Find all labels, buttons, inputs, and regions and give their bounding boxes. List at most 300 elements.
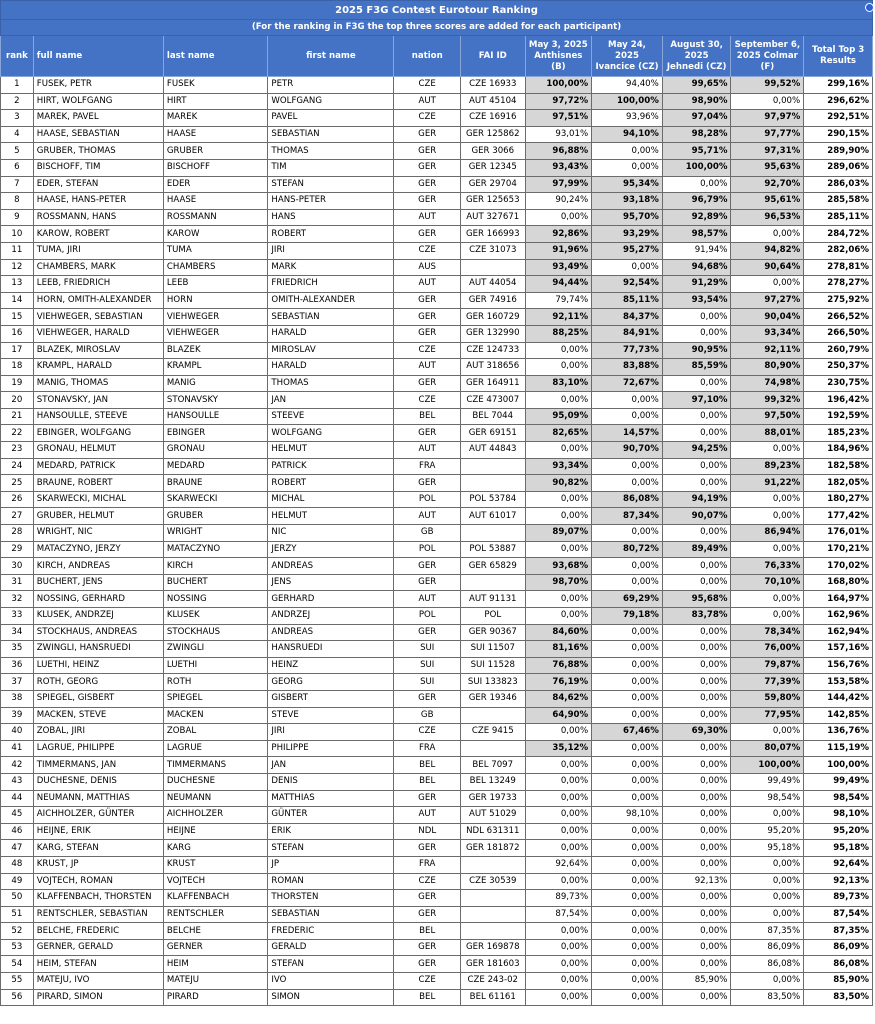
nation-cell[interactable]: GER	[394, 475, 461, 492]
score-cell[interactable]: 74,98%	[731, 375, 804, 392]
header-last-name[interactable]: last name	[163, 36, 268, 77]
score-cell[interactable]: 79,18%	[592, 608, 663, 625]
rank-cell[interactable]: 22	[1, 425, 34, 442]
last-name-cell[interactable]: BUCHERT	[163, 574, 268, 591]
first-name-cell[interactable]: ANDREAS	[268, 558, 394, 575]
score-cell[interactable]: 98,90%	[662, 93, 731, 110]
score-cell[interactable]: 0,00%	[731, 890, 804, 907]
score-cell[interactable]: 0,00%	[525, 608, 592, 625]
score-cell[interactable]: 93,49%	[525, 259, 592, 276]
first-name-cell[interactable]: THOMAS	[268, 143, 394, 160]
score-cell[interactable]: 0,00%	[592, 574, 663, 591]
fai-id-cell[interactable]: CZE 31073	[461, 242, 526, 259]
last-name-cell[interactable]: MANIG	[163, 375, 268, 392]
total-cell[interactable]: 87,35%	[804, 923, 873, 940]
fai-id-cell[interactable]: POL 53887	[461, 541, 526, 558]
total-cell[interactable]: 85,90%	[804, 973, 873, 990]
first-name-cell[interactable]: STEVE	[268, 707, 394, 724]
score-cell[interactable]: 100,00%	[525, 77, 592, 94]
full-name-cell[interactable]: HORN, OMITH-ALEXANDER	[33, 292, 163, 309]
first-name-cell[interactable]: HELMUT	[268, 442, 394, 459]
rank-cell[interactable]: 55	[1, 973, 34, 990]
score-cell[interactable]: 87,34%	[592, 508, 663, 525]
last-name-cell[interactable]: HIRT	[163, 93, 268, 110]
score-cell[interactable]: 0,00%	[662, 757, 731, 774]
full-name-cell[interactable]: PIRARD, SIMON	[33, 989, 163, 1006]
score-cell[interactable]: 0,00%	[592, 740, 663, 757]
last-name-cell[interactable]: KRUST	[163, 856, 268, 873]
score-cell[interactable]: 83,50%	[731, 989, 804, 1006]
full-name-cell[interactable]: VOJTECH, ROMAN	[33, 873, 163, 890]
score-cell[interactable]: 83,10%	[525, 375, 592, 392]
first-name-cell[interactable]: MICHAL	[268, 491, 394, 508]
last-name-cell[interactable]: NEUMANN	[163, 790, 268, 807]
rank-cell[interactable]: 15	[1, 309, 34, 326]
full-name-cell[interactable]: KIRCH, ANDREAS	[33, 558, 163, 575]
fai-id-cell[interactable]: GER 164911	[461, 375, 526, 392]
last-name-cell[interactable]: GRUBER	[163, 143, 268, 160]
score-cell[interactable]: 94,19%	[662, 491, 731, 508]
fai-id-cell[interactable]: GER 12345	[461, 159, 526, 176]
rank-cell[interactable]: 40	[1, 724, 34, 741]
score-cell[interactable]: 99,52%	[731, 77, 804, 94]
full-name-cell[interactable]: VIEHWEGER, HARALD	[33, 325, 163, 342]
last-name-cell[interactable]: BRAUNE	[163, 475, 268, 492]
fai-id-cell[interactable]: GER 181603	[461, 956, 526, 973]
last-name-cell[interactable]: KLUSEK	[163, 608, 268, 625]
score-cell[interactable]: 0,00%	[592, 757, 663, 774]
first-name-cell[interactable]: JAN	[268, 392, 394, 409]
full-name-cell[interactable]: NOSSING, GERHARD	[33, 591, 163, 608]
full-name-cell[interactable]: KRUST, JP	[33, 856, 163, 873]
fai-id-cell[interactable]: CZE 243-02	[461, 973, 526, 990]
total-cell[interactable]: 95,20%	[804, 823, 873, 840]
first-name-cell[interactable]: MATTHIAS	[268, 790, 394, 807]
score-cell[interactable]: 94,25%	[662, 442, 731, 459]
rank-cell[interactable]: 26	[1, 491, 34, 508]
fai-id-cell[interactable]: GER 19346	[461, 690, 526, 707]
score-cell[interactable]: 0,00%	[662, 458, 731, 475]
last-name-cell[interactable]: FUSEK	[163, 77, 268, 94]
header-contest-colmar[interactable]: September 6, 2025 Colmar (F)	[731, 36, 804, 77]
score-cell[interactable]: 96,88%	[525, 143, 592, 160]
score-cell[interactable]: 86,08%	[592, 491, 663, 508]
first-name-cell[interactable]: JP	[268, 856, 394, 873]
full-name-cell[interactable]: DUCHESNE, DENIS	[33, 773, 163, 790]
score-cell[interactable]: 92,89%	[662, 209, 731, 226]
rank-cell[interactable]: 14	[1, 292, 34, 309]
rank-cell[interactable]: 25	[1, 475, 34, 492]
fai-id-cell[interactable]: GER 125653	[461, 193, 526, 210]
rank-cell[interactable]: 36	[1, 657, 34, 674]
score-cell[interactable]: 76,19%	[525, 674, 592, 691]
last-name-cell[interactable]: GERNER	[163, 939, 268, 956]
nation-cell[interactable]: AUT	[394, 93, 461, 110]
score-cell[interactable]: 0,00%	[731, 724, 804, 741]
score-cell[interactable]: 90,24%	[525, 193, 592, 210]
score-cell[interactable]: 86,94%	[731, 525, 804, 542]
last-name-cell[interactable]: BLAZEK	[163, 342, 268, 359]
total-cell[interactable]: 292,51%	[804, 110, 873, 127]
score-cell[interactable]: 95,61%	[731, 193, 804, 210]
full-name-cell[interactable]: MAREK, PAVEL	[33, 110, 163, 127]
score-cell[interactable]: 95,09%	[525, 408, 592, 425]
full-name-cell[interactable]: BELCHE, FREDERIC	[33, 923, 163, 940]
score-cell[interactable]: 0,00%	[592, 690, 663, 707]
score-cell[interactable]: 89,73%	[525, 890, 592, 907]
first-name-cell[interactable]: HARALD	[268, 359, 394, 376]
last-name-cell[interactable]: EBINGER	[163, 425, 268, 442]
full-name-cell[interactable]: KRAMPL, HARALD	[33, 359, 163, 376]
rank-cell[interactable]: 29	[1, 541, 34, 558]
score-cell[interactable]: 0,00%	[662, 641, 731, 658]
nation-cell[interactable]: GER	[394, 574, 461, 591]
fai-id-cell[interactable]: GER 166993	[461, 226, 526, 243]
rank-cell[interactable]: 23	[1, 442, 34, 459]
fai-id-cell[interactable]: GER 3066	[461, 143, 526, 160]
nation-cell[interactable]: BEL	[394, 923, 461, 940]
full-name-cell[interactable]: AICHHOLZER, GÜNTER	[33, 807, 163, 824]
fai-id-cell[interactable]: SUI 133823	[461, 674, 526, 691]
nation-cell[interactable]: FRA	[394, 458, 461, 475]
score-cell[interactable]: 0,00%	[731, 541, 804, 558]
first-name-cell[interactable]: ROBERT	[268, 475, 394, 492]
full-name-cell[interactable]: KLAFFENBACH, THORSTEN	[33, 890, 163, 907]
first-name-cell[interactable]: ROBERT	[268, 226, 394, 243]
score-cell[interactable]: 35,12%	[525, 740, 592, 757]
score-cell[interactable]: 97,10%	[662, 392, 731, 409]
last-name-cell[interactable]: VOJTECH	[163, 873, 268, 890]
nation-cell[interactable]: AUS	[394, 259, 461, 276]
score-cell[interactable]: 14,57%	[592, 425, 663, 442]
last-name-cell[interactable]: VIEHWEGER	[163, 309, 268, 326]
last-name-cell[interactable]: HEIM	[163, 956, 268, 973]
score-cell[interactable]: 0,00%	[592, 525, 663, 542]
full-name-cell[interactable]: BISCHOFF, TIM	[33, 159, 163, 176]
fai-id-cell[interactable]: AUT 61017	[461, 508, 526, 525]
first-name-cell[interactable]: SEBASTIAN	[268, 906, 394, 923]
full-name-cell[interactable]: HAASE, SEBASTIAN	[33, 126, 163, 143]
score-cell[interactable]: 77,73%	[592, 342, 663, 359]
total-cell[interactable]: 142,85%	[804, 707, 873, 724]
nation-cell[interactable]: SUI	[394, 641, 461, 658]
nation-cell[interactable]: GER	[394, 425, 461, 442]
score-cell[interactable]: 0,00%	[731, 491, 804, 508]
total-cell[interactable]: 162,94%	[804, 624, 873, 641]
score-cell[interactable]: 85,59%	[662, 359, 731, 376]
score-cell[interactable]: 93,34%	[525, 458, 592, 475]
score-cell[interactable]: 95,34%	[592, 176, 663, 193]
last-name-cell[interactable]: ZWINGLI	[163, 641, 268, 658]
fai-id-cell[interactable]: AUT 44054	[461, 276, 526, 293]
fai-id-cell[interactable]	[461, 259, 526, 276]
total-cell[interactable]: 153,58%	[804, 674, 873, 691]
score-cell[interactable]: 0,00%	[525, 923, 592, 940]
nation-cell[interactable]: GER	[394, 840, 461, 857]
score-cell[interactable]: 0,00%	[662, 674, 731, 691]
score-cell[interactable]: 95,18%	[731, 840, 804, 857]
total-cell[interactable]: 162,96%	[804, 608, 873, 625]
rank-cell[interactable]: 2	[1, 93, 34, 110]
nation-cell[interactable]: GER	[394, 906, 461, 923]
nation-cell[interactable]: GER	[394, 176, 461, 193]
last-name-cell[interactable]: BELCHE	[163, 923, 268, 940]
score-cell[interactable]: 0,00%	[525, 508, 592, 525]
score-cell[interactable]: 98,54%	[731, 790, 804, 807]
total-cell[interactable]: 157,16%	[804, 641, 873, 658]
score-cell[interactable]: 0,00%	[662, 525, 731, 542]
nation-cell[interactable]: NDL	[394, 823, 461, 840]
score-cell[interactable]: 0,00%	[525, 807, 592, 824]
nation-cell[interactable]: CZE	[394, 342, 461, 359]
total-cell[interactable]: 230,75%	[804, 375, 873, 392]
score-cell[interactable]: 0,00%	[731, 442, 804, 459]
rank-cell[interactable]: 28	[1, 525, 34, 542]
score-cell[interactable]: 0,00%	[592, 458, 663, 475]
fai-id-cell[interactable]: GER 74916	[461, 292, 526, 309]
fai-id-cell[interactable]: BEL 61161	[461, 989, 526, 1006]
fai-id-cell[interactable]	[461, 740, 526, 757]
last-name-cell[interactable]: KLAFFENBACH	[163, 890, 268, 907]
rank-cell[interactable]: 4	[1, 126, 34, 143]
score-cell[interactable]: 0,00%	[662, 176, 731, 193]
last-name-cell[interactable]: EDER	[163, 176, 268, 193]
score-cell[interactable]: 0,00%	[525, 442, 592, 459]
nation-cell[interactable]: GER	[394, 624, 461, 641]
full-name-cell[interactable]: VIEHWEGER, SEBASTIAN	[33, 309, 163, 326]
nation-cell[interactable]: GER	[394, 226, 461, 243]
full-name-cell[interactable]: TIMMERMANS, JAN	[33, 757, 163, 774]
nation-cell[interactable]: BEL	[394, 757, 461, 774]
rank-cell[interactable]: 37	[1, 674, 34, 691]
score-cell[interactable]: 89,07%	[525, 525, 592, 542]
nation-cell[interactable]: AUT	[394, 508, 461, 525]
total-cell[interactable]: 285,58%	[804, 193, 873, 210]
score-cell[interactable]: 67,46%	[592, 724, 663, 741]
score-cell[interactable]: 70,10%	[731, 574, 804, 591]
rank-cell[interactable]: 17	[1, 342, 34, 359]
first-name-cell[interactable]: FRIEDRICH	[268, 276, 394, 293]
first-name-cell[interactable]: HELMUT	[268, 508, 394, 525]
first-name-cell[interactable]: PETR	[268, 77, 394, 94]
rank-cell[interactable]: 30	[1, 558, 34, 575]
score-cell[interactable]: 0,00%	[662, 574, 731, 591]
first-name-cell[interactable]: STEFAN	[268, 840, 394, 857]
fai-id-cell[interactable]	[461, 923, 526, 940]
fai-id-cell[interactable]: POL 53784	[461, 491, 526, 508]
nation-cell[interactable]: CZE	[394, 77, 461, 94]
fai-id-cell[interactable]: AUT 44843	[461, 442, 526, 459]
nation-cell[interactable]: GER	[394, 143, 461, 160]
score-cell[interactable]: 95,20%	[731, 823, 804, 840]
first-name-cell[interactable]: NIC	[268, 525, 394, 542]
last-name-cell[interactable]: LAGRUE	[163, 740, 268, 757]
full-name-cell[interactable]: LUETHI, HEINZ	[33, 657, 163, 674]
first-name-cell[interactable]: STEFAN	[268, 956, 394, 973]
last-name-cell[interactable]: SKARWECKI	[163, 491, 268, 508]
first-name-cell[interactable]: STEFAN	[268, 176, 394, 193]
full-name-cell[interactable]: STOCKHAUS, ANDREAS	[33, 624, 163, 641]
full-name-cell[interactable]: NEUMANN, MATTHIAS	[33, 790, 163, 807]
score-cell[interactable]: 97,04%	[662, 110, 731, 127]
fai-id-cell[interactable]: GER 19733	[461, 790, 526, 807]
fai-id-cell[interactable]: CZE 16933	[461, 77, 526, 94]
score-cell[interactable]: 90,64%	[731, 259, 804, 276]
last-name-cell[interactable]: MATEJU	[163, 973, 268, 990]
header-total[interactable]: Total Top 3 Results	[804, 36, 873, 77]
first-name-cell[interactable]: HANS	[268, 209, 394, 226]
score-cell[interactable]: 97,97%	[731, 110, 804, 127]
score-cell[interactable]: 0,00%	[525, 591, 592, 608]
last-name-cell[interactable]: SPIEGEL	[163, 690, 268, 707]
score-cell[interactable]: 0,00%	[662, 790, 731, 807]
fai-id-cell[interactable]: GER 125862	[461, 126, 526, 143]
total-cell[interactable]: 182,58%	[804, 458, 873, 475]
rank-cell[interactable]: 43	[1, 773, 34, 790]
full-name-cell[interactable]: GRUBER, THOMAS	[33, 143, 163, 160]
score-cell[interactable]: 91,29%	[662, 276, 731, 293]
rank-cell[interactable]: 24	[1, 458, 34, 475]
score-cell[interactable]: 0,00%	[662, 890, 731, 907]
score-cell[interactable]: 0,00%	[525, 956, 592, 973]
total-cell[interactable]: 92,13%	[804, 873, 873, 890]
score-cell[interactable]: 90,07%	[662, 508, 731, 525]
score-cell[interactable]: 85,11%	[592, 292, 663, 309]
score-cell[interactable]: 0,00%	[525, 989, 592, 1006]
score-cell[interactable]: 89,23%	[731, 458, 804, 475]
rank-cell[interactable]: 11	[1, 242, 34, 259]
score-cell[interactable]: 0,00%	[525, 773, 592, 790]
score-cell[interactable]: 0,00%	[662, 690, 731, 707]
score-cell[interactable]: 0,00%	[525, 491, 592, 508]
score-cell[interactable]: 97,31%	[731, 143, 804, 160]
total-cell[interactable]: 87,54%	[804, 906, 873, 923]
rank-cell[interactable]: 52	[1, 923, 34, 940]
fai-id-cell[interactable]: GER 29704	[461, 176, 526, 193]
total-cell[interactable]: 100,00%	[804, 757, 873, 774]
total-cell[interactable]: 260,79%	[804, 342, 873, 359]
nation-cell[interactable]: AUT	[394, 276, 461, 293]
score-cell[interactable]: 0,00%	[662, 923, 731, 940]
nation-cell[interactable]: FRA	[394, 740, 461, 757]
rank-cell[interactable]: 46	[1, 823, 34, 840]
score-cell[interactable]: 0,00%	[525, 840, 592, 857]
first-name-cell[interactable]: GERALD	[268, 939, 394, 956]
score-cell[interactable]: 0,00%	[592, 790, 663, 807]
nation-cell[interactable]: GER	[394, 126, 461, 143]
score-cell[interactable]: 87,54%	[525, 906, 592, 923]
score-cell[interactable]: 98,57%	[662, 226, 731, 243]
full-name-cell[interactable]: GRONAU, HELMUT	[33, 442, 163, 459]
first-name-cell[interactable]: MIROSLAV	[268, 342, 394, 359]
fai-id-cell[interactable]	[461, 525, 526, 542]
last-name-cell[interactable]: CHAMBERS	[163, 259, 268, 276]
rank-cell[interactable]: 18	[1, 359, 34, 376]
score-cell[interactable]: 80,90%	[731, 359, 804, 376]
last-name-cell[interactable]: BISCHOFF	[163, 159, 268, 176]
score-cell[interactable]: 59,80%	[731, 690, 804, 707]
score-cell[interactable]: 95,27%	[592, 242, 663, 259]
score-cell[interactable]: 90,04%	[731, 309, 804, 326]
nation-cell[interactable]: GER	[394, 309, 461, 326]
score-cell[interactable]: 89,49%	[662, 541, 731, 558]
header-contest-ivancice[interactable]: May 24, 2025 Ivancice (CZ)	[592, 36, 663, 77]
score-cell[interactable]: 82,65%	[525, 425, 592, 442]
last-name-cell[interactable]: MAREK	[163, 110, 268, 127]
total-cell[interactable]: 136,76%	[804, 724, 873, 741]
nation-cell[interactable]: GER	[394, 193, 461, 210]
nation-cell[interactable]: CZE	[394, 242, 461, 259]
nation-cell[interactable]: POL	[394, 541, 461, 558]
nation-cell[interactable]: GER	[394, 159, 461, 176]
full-name-cell[interactable]: MANIG, THOMAS	[33, 375, 163, 392]
score-cell[interactable]: 93,29%	[592, 226, 663, 243]
header-rank[interactable]: rank	[1, 36, 34, 77]
fai-id-cell[interactable]: AUT 327671	[461, 209, 526, 226]
score-cell[interactable]: 69,29%	[592, 591, 663, 608]
first-name-cell[interactable]: JIRI	[268, 724, 394, 741]
first-name-cell[interactable]: HANSRUEDI	[268, 641, 394, 658]
score-cell[interactable]: 0,00%	[525, 392, 592, 409]
score-cell[interactable]: 0,00%	[662, 707, 731, 724]
first-name-cell[interactable]: ERIK	[268, 823, 394, 840]
rank-cell[interactable]: 13	[1, 276, 34, 293]
rank-cell[interactable]: 56	[1, 989, 34, 1006]
score-cell[interactable]: 0,00%	[731, 591, 804, 608]
last-name-cell[interactable]: STONAVSKY	[163, 392, 268, 409]
total-cell[interactable]: 299,16%	[804, 77, 873, 94]
score-cell[interactable]: 96,53%	[731, 209, 804, 226]
fai-id-cell[interactable]: CZE 16916	[461, 110, 526, 127]
nation-cell[interactable]: GB	[394, 525, 461, 542]
rank-cell[interactable]: 8	[1, 193, 34, 210]
total-cell[interactable]: 89,73%	[804, 890, 873, 907]
last-name-cell[interactable]: PIRARD	[163, 989, 268, 1006]
fai-id-cell[interactable]: AUT 91131	[461, 591, 526, 608]
score-cell[interactable]: 78,34%	[731, 624, 804, 641]
score-cell[interactable]: 0,00%	[525, 342, 592, 359]
full-name-cell[interactable]: ROSSMANN, HANS	[33, 209, 163, 226]
total-cell[interactable]: 266,50%	[804, 325, 873, 342]
last-name-cell[interactable]: TIMMERMANS	[163, 757, 268, 774]
first-name-cell[interactable]: JAN	[268, 757, 394, 774]
total-cell[interactable]: 164,97%	[804, 591, 873, 608]
fai-id-cell[interactable]: GER 132990	[461, 325, 526, 342]
fai-id-cell[interactable]: POL	[461, 608, 526, 625]
full-name-cell[interactable]: MACKEN, STEVE	[33, 707, 163, 724]
score-cell[interactable]: 92,11%	[525, 309, 592, 326]
rank-cell[interactable]: 34	[1, 624, 34, 641]
score-cell[interactable]: 99,32%	[731, 392, 804, 409]
fai-id-cell[interactable]: AUT 51029	[461, 807, 526, 824]
rank-cell[interactable]: 7	[1, 176, 34, 193]
score-cell[interactable]: 0,00%	[592, 143, 663, 160]
score-cell[interactable]: 0,00%	[525, 790, 592, 807]
total-cell[interactable]: 296,62%	[804, 93, 873, 110]
nation-cell[interactable]: AUT	[394, 807, 461, 824]
score-cell[interactable]: 0,00%	[592, 989, 663, 1006]
score-cell[interactable]: 93,96%	[592, 110, 663, 127]
score-cell[interactable]: 100,00%	[731, 757, 804, 774]
total-cell[interactable]: 99,49%	[804, 773, 873, 790]
first-name-cell[interactable]: SEBASTIAN	[268, 309, 394, 326]
first-name-cell[interactable]: JIRI	[268, 242, 394, 259]
nation-cell[interactable]: GB	[394, 707, 461, 724]
fai-id-cell[interactable]: GER 160729	[461, 309, 526, 326]
total-cell[interactable]: 196,42%	[804, 392, 873, 409]
score-cell[interactable]: 97,50%	[731, 408, 804, 425]
fai-id-cell[interactable]: CZE 473007	[461, 392, 526, 409]
